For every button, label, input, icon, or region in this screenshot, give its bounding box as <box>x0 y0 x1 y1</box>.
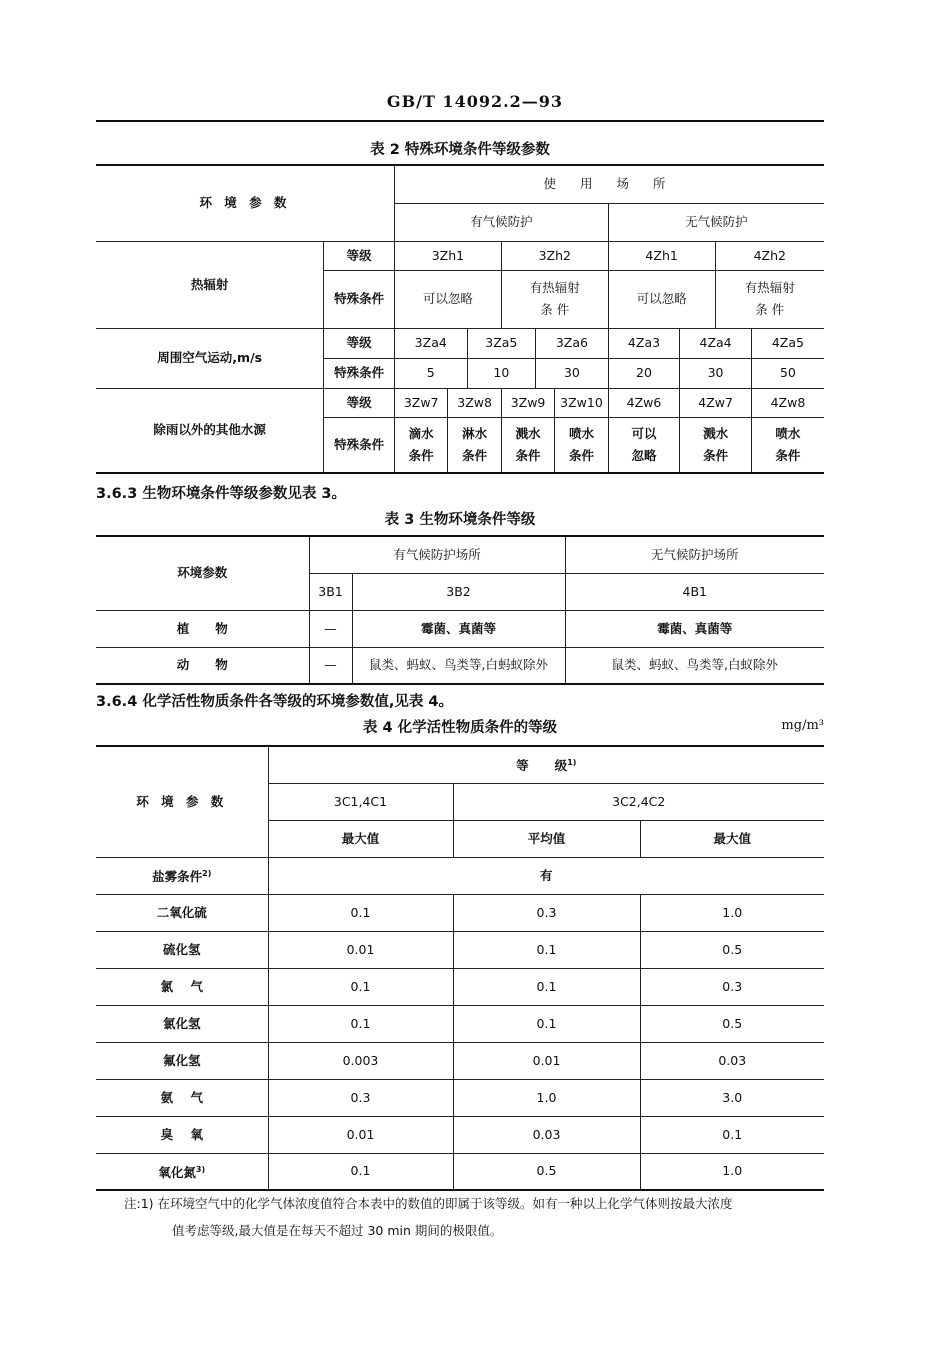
water-grade: 3Zw10 <box>555 388 608 417</box>
water-grade: 4Zw7 <box>680 388 752 417</box>
t4-cell: 1.0 <box>640 894 824 931</box>
t4-cell: 0.1 <box>453 1005 640 1042</box>
t4-cell: 1.0 <box>453 1079 640 1116</box>
heat-condition: 可以忽略 <box>608 270 715 328</box>
salt-label: 盐雾条件 <box>152 869 203 885</box>
table3-without-place: 无气候防护场所 <box>565 536 824 573</box>
water-condition: 滴水 条件 <box>394 417 447 473</box>
heat-label: 热辐射 <box>96 241 324 328</box>
salt-value: 有 <box>268 857 824 894</box>
table4-unit: mg/m³ <box>781 718 824 733</box>
header-rule <box>96 120 824 122</box>
air-condition: 50 <box>751 358 824 388</box>
table3-cell: — <box>309 610 352 647</box>
table4 <box>96 745 824 1191</box>
water-grade: 4Zw8 <box>751 388 824 417</box>
table4-grade-header: 等 级 <box>516 758 568 774</box>
section-3-6-4: 3.6.4 化学活性物质条件各等级的环境参数值,见表 4。 <box>96 694 453 710</box>
air-condition: 10 <box>467 358 536 388</box>
table4-avg-label: 平均值 <box>453 820 640 857</box>
air-condition: 5 <box>394 358 467 388</box>
table4-class1: 3C1,4C1 <box>268 783 453 820</box>
table2-caption: 表 2 特殊环境条件等级参数 <box>370 142 550 158</box>
water-label: 除雨以外的其他水源 <box>96 388 324 473</box>
table3-row-label: 植 物 <box>96 610 309 647</box>
t4-cell: 0.3 <box>453 894 640 931</box>
table3-cell: — <box>309 647 352 684</box>
table3-env-param: 环境参数 <box>96 536 309 610</box>
water-grade: 3Zw7 <box>394 388 447 417</box>
table3-grade: 3B2 <box>352 573 565 610</box>
t4-row-label: 二氧化硫 <box>96 894 268 931</box>
table3 <box>96 535 824 685</box>
t4-row-label: 氯 气 <box>96 968 268 1005</box>
water-condition: 溅水 条件 <box>680 417 752 473</box>
t4-cell: 0.003 <box>268 1042 453 1079</box>
t4-cell: 0.1 <box>453 968 640 1005</box>
table4-caption: 表 4 化学活性物质条件的等级 <box>362 720 558 736</box>
t4-row-label: 氯化氢 <box>96 1005 268 1042</box>
heat-grade: 4Zh2 <box>715 241 824 270</box>
table3-cell: 鼠类、蚂蚁、鸟类等,白蚂蚁除外 <box>352 647 565 684</box>
footnote-line-1: 注:1) 在环境空气中的化学气体浓度值符合本表中的数值的即属于该等级。如有一种以上化学气体则按最大浓度 <box>124 1196 733 1211</box>
t4-cell: 0.1 <box>268 894 453 931</box>
t4-cell: 0.1 <box>268 968 453 1005</box>
table3-cell: 霉菌、真菌等 <box>352 610 565 647</box>
t4-row-label: 氨 气 <box>96 1079 268 1116</box>
water-condition: 喷水 条件 <box>555 417 608 473</box>
air-grade: 3Za5 <box>467 328 536 358</box>
salt-note: 2) <box>202 868 212 878</box>
t4-cell: 0.3 <box>640 968 824 1005</box>
t4-row-note: 3) <box>195 1164 206 1174</box>
condition-label: 特殊条件 <box>324 358 395 388</box>
air-grade: 4Za3 <box>608 328 680 358</box>
water-condition: 淋水 条件 <box>448 417 501 473</box>
water-grade: 4Zw6 <box>608 388 680 417</box>
table4-max-label: 最大值 <box>640 820 824 857</box>
grade-label: 等级 <box>324 388 395 417</box>
t4-row-label: 氟化氢 <box>96 1042 268 1079</box>
t4-cell: 0.1 <box>268 1153 453 1190</box>
water-condition: 喷水 条件 <box>751 417 824 473</box>
table3-cell: 鼠类、蚂蚁、鸟类等,白蚁除外 <box>565 647 824 684</box>
air-label: 周围空气运动,m/s <box>96 328 324 388</box>
heat-grade: 4Zh1 <box>608 241 715 270</box>
table3-cell: 霉菌、真菌等 <box>565 610 824 647</box>
air-grade: 4Za4 <box>680 328 752 358</box>
table3-with-place: 有气候防护场所 <box>309 536 565 573</box>
table2-without-protection: 无气候防护 <box>608 203 824 241</box>
section-3-6-3: 3.6.3 生物环境条件等级参数见表 3。 <box>96 486 346 502</box>
heat-grade: 3Zh2 <box>501 241 608 270</box>
t4-cell: 1.0 <box>640 1153 824 1190</box>
t4-row-label: 臭 氧 <box>96 1116 268 1153</box>
heat-grade: 3Zh1 <box>394 241 501 270</box>
air-grade: 3Za6 <box>536 328 609 358</box>
air-condition: 30 <box>680 358 752 388</box>
t4-row-label: 氧化氮 <box>158 1164 196 1180</box>
grade-label: 等级 <box>324 241 395 270</box>
t4-cell: 0.5 <box>640 931 824 968</box>
t4-row-label: 硫化氢 <box>96 931 268 968</box>
table3-grade: 4B1 <box>565 573 824 610</box>
t4-cell: 0.5 <box>640 1005 824 1042</box>
t4-cell: 0.1 <box>268 1005 453 1042</box>
t4-cell: 0.03 <box>640 1042 824 1079</box>
heat-condition: 有热辐射 条 件 <box>501 270 608 328</box>
grade-label: 等级 <box>324 328 395 358</box>
table3-row-label: 动 物 <box>96 647 309 684</box>
table4-max-label: 最大值 <box>268 820 453 857</box>
heat-condition: 可以忽略 <box>394 270 501 328</box>
t4-cell: 0.01 <box>268 1116 453 1153</box>
heat-condition: 有热辐射 条 件 <box>715 270 824 328</box>
footnote-line-2: 值考虑等级,最大值是在每天不超过 30 min 期间的极限值。 <box>172 1223 503 1238</box>
air-grade: 3Za4 <box>394 328 467 358</box>
page-header: GB/T 14092.2—93 <box>386 92 564 111</box>
condition-label: 特殊条件 <box>324 417 395 473</box>
table2-env-param: 环 境 参 数 <box>96 165 394 241</box>
t4-cell: 0.5 <box>453 1153 640 1190</box>
air-condition: 30 <box>536 358 609 388</box>
t4-cell: 0.3 <box>268 1079 453 1116</box>
table3-caption: 表 3 生物环境条件等级 <box>384 512 536 528</box>
water-grade: 3Zw8 <box>448 388 501 417</box>
table3-grade: 3B1 <box>309 573 352 610</box>
table4-class2: 3C2,4C2 <box>453 783 824 820</box>
table4-env-param: 环 境 参 数 <box>96 746 268 857</box>
t4-cell: 0.03 <box>453 1116 640 1153</box>
water-condition: 可以 忽略 <box>608 417 680 473</box>
table2-usage-place: 使 用 场 所 <box>394 165 824 203</box>
table2 <box>96 164 824 474</box>
t4-cell: 0.01 <box>453 1042 640 1079</box>
t4-cell: 3.0 <box>640 1079 824 1116</box>
t4-cell: 0.1 <box>640 1116 824 1153</box>
table2-with-protection: 有气候防护 <box>394 203 608 241</box>
air-condition: 20 <box>608 358 680 388</box>
water-condition: 溅水 条件 <box>501 417 554 473</box>
water-grade: 3Zw9 <box>501 388 554 417</box>
air-grade: 4Za5 <box>751 328 824 358</box>
table4-grade-note: 1) <box>567 758 577 768</box>
condition-label: 特殊条件 <box>324 270 395 328</box>
t4-cell: 0.1 <box>453 931 640 968</box>
t4-cell: 0.01 <box>268 931 453 968</box>
